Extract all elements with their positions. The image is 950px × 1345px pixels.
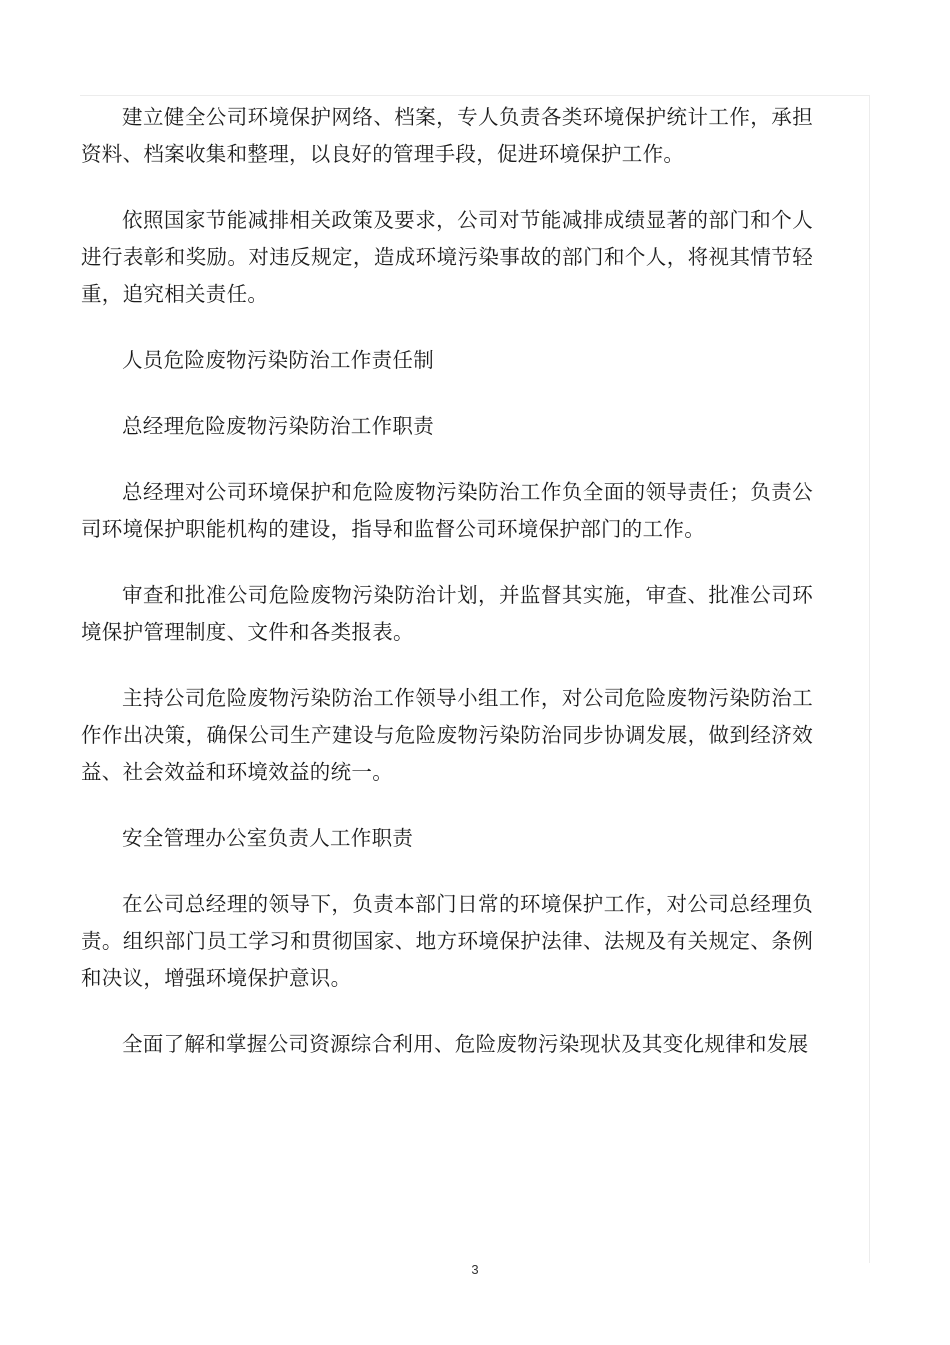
paragraph-gm-decision: 主持公司危险废物污染防治工作领导小组工作，对公司危险废物污染防治工作作出决策，确保公司生产建设与危险废物污染防治同步协调发展，做到经济效益、社会效益和环境效益的统一。 — [81, 686, 813, 784]
paragraph-gm-approval: 审查和批准公司危险废物污染防治计划，并监督其实施，审查、批准公司环境保护管理制度、文件和各类报表。 — [81, 583, 813, 644]
page-border-top — [80, 95, 869, 96]
paragraph-archives: 建立健全公司环境保护网络、档案，专人负责各类环境保护统计工作，承担资料、档案收集和整理，以良好的管理手段，促进环境保护工作。 — [81, 105, 813, 166]
paragraph-spacer — [81, 379, 813, 408]
paragraph-spacer — [81, 445, 813, 474]
paragraph-safety-office: 在公司总经理的领导下，负责本部门日常的环境保护工作，对公司总经理负责。组织部门员工学习和贯彻国家、地方环境保护法律、法规及有关规定、条例和决议，增强环境保护意识。 — [81, 892, 813, 990]
paragraph-spacer — [81, 548, 813, 577]
paragraph-rewards: 依照国家节能减排相关政策及要求，公司对节能减排成绩显著的部门和个人进行表彰和奖励。对违反规定，造成环境污染事故的部门和个人，将视其情节轻重，追究相关责任。 — [81, 208, 813, 306]
paragraph-spacer — [81, 651, 813, 680]
paragraph-spacer — [81, 857, 813, 886]
heading-safety-office-duties: 安全管理办公室负责人工作职责 — [122, 826, 414, 850]
paragraph-spacer — [81, 997, 813, 1026]
paragraph-gm-leadership: 总经理对公司环境保护和危险废物污染防治工作负全面的领导责任；负责公司环境保护职能机构的建设，指导和监督公司环境保护部门的工作。 — [81, 480, 813, 541]
paragraph-resource-status: 全面了解和掌握公司资源综合利用、危险废物污染现状及其变化规律和发展 — [122, 1032, 809, 1056]
paragraph-spacer — [81, 791, 813, 820]
page-number: 3 — [471, 1262, 479, 1277]
heading-responsibility-system: 人员危险废物污染防治工作责任制 — [122, 348, 434, 372]
heading-general-manager-duties: 总经理危险废物污染防治工作职责 — [122, 414, 434, 438]
page-border-right — [869, 95, 870, 1263]
document-body — [81, 99, 813, 1063]
paragraph-spacer — [81, 313, 813, 342]
paragraph-spacer — [81, 173, 813, 202]
